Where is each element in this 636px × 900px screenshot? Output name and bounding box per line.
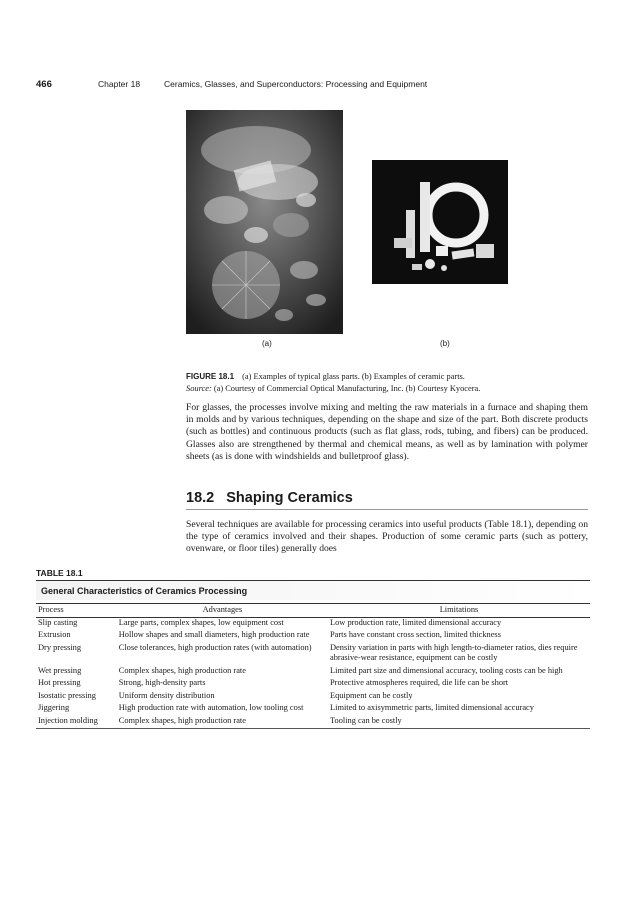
cell-limitations: Protective atmospheres required, die life can be short [330, 678, 509, 687]
cell-advantages: Complex shapes, high production rate [118, 665, 246, 675]
section-title: Shaping Ceramics [226, 490, 353, 506]
table-row [36, 617, 590, 630]
cell-process: Slip casting [38, 617, 78, 627]
figure-caption-text: (a) Examples of typical glass parts. (b) Examples of ceramic parts. [242, 372, 465, 381]
table-row [36, 678, 590, 691]
table-row [36, 703, 590, 716]
cell-advantages: Uniform density distribution [118, 690, 215, 700]
cell-limitations: Limited to axisymmetric parts, limited dimensional accuracy [330, 703, 534, 712]
table-header-row [36, 604, 590, 618]
header-limitations: Limitations [328, 604, 590, 618]
cell-process: Jiggering [38, 703, 70, 712]
table-row [36, 716, 590, 729]
body-paragraph-glass: For glasses, the processes involve mixing and melting the raw materials in a furnace and shaping them in molds and by various techniques, depending on the shape and size of the part. Both discrete products (such as bottles) and continuous products (such as flat glass, rods, tubing, and fibers) can be produced. Glasses also are strengthened by thermal and chemical means, as well as by lamination with polymer sheets (as is done with windshields and bulletproof glass). [186, 402, 588, 462]
figure-number: FIGURE 18.1 [186, 372, 235, 381]
running-header [36, 79, 428, 90]
cell-advantages: Complex shapes, high production rate [117, 716, 328, 729]
section-number: 18.2 [186, 490, 215, 506]
chapter-title: Ceramics, Glasses, and Superconductors: Processing and Equipment [164, 79, 428, 89]
photo-a-label: (a) [262, 339, 272, 348]
cell-limitations: Tooling can be costly [328, 716, 590, 729]
body-paragraph-shaping: Several techniques are available for processing ceramics into useful products (Table 18.1), depending on the type of ceramics involved and their shapes. Production of some ceramic parts (such as pottery, ovenware, or floor tiles) generally does [186, 519, 588, 555]
section-heading [186, 490, 588, 510]
page-number: 466 [36, 79, 52, 90]
cell-limitations: Density variation in parts with high length-to-diameter ratios, dies require abrasive-wear resistance, equipment can be costly [330, 642, 578, 662]
cell-limitations: Low production rate, limited dimensional accuracy [330, 617, 502, 627]
cell-process: Wet pressing [38, 665, 82, 675]
chapter-label: Chapter 18 [98, 79, 141, 89]
glass-parts-photo [186, 110, 343, 334]
cell-advantages: Hollow shapes and small diameters, high production rate [118, 630, 310, 639]
ceramic-parts-photo [372, 160, 508, 284]
cell-advantages: Large parts, complex shapes, low equipment cost [118, 617, 284, 627]
glass-parts-illustration [186, 110, 343, 334]
table-row [36, 666, 590, 679]
figure-caption [186, 371, 588, 395]
cell-process: Hot pressing [38, 678, 81, 687]
table-row [36, 643, 590, 666]
cell-advantages: High production rate with automation, low tooling cost [118, 703, 304, 712]
cell-limitations: Limited part size and dimensional accuracy, tooling costs can be high [330, 665, 563, 675]
cell-limitations: Equipment can be costly [330, 690, 413, 700]
ceramics-processing-table [36, 603, 590, 729]
cell-process: Isostatic pressing [38, 690, 96, 700]
table-label: TABLE 18.1 [36, 568, 83, 578]
table-row [36, 691, 590, 704]
cell-advantages: Close tolerances, high production rates (with automation) [118, 642, 312, 652]
cell-process: Injection molding [36, 716, 117, 729]
header-advantages: Advantages [117, 604, 328, 618]
table-title: General Characteristics of Ceramics Processing [36, 580, 590, 600]
header-process: Process [36, 604, 117, 618]
figure-source-label: Source: [186, 384, 212, 393]
ceramic-parts-illustration [372, 160, 508, 284]
cell-advantages: Strong, high-density parts [118, 678, 206, 687]
photo-b-label: (b) [440, 339, 450, 348]
cell-process: Dry pressing [38, 642, 82, 652]
cell-process: Extrusion [38, 630, 71, 639]
cell-limitations: Parts have constant cross section, limited thickness [330, 630, 501, 639]
table-row [36, 630, 590, 643]
figure-source-text: (a) Courtesy of Commercial Optical Manufacturing, Inc. (b) Courtesy Kyocera. [213, 384, 481, 393]
